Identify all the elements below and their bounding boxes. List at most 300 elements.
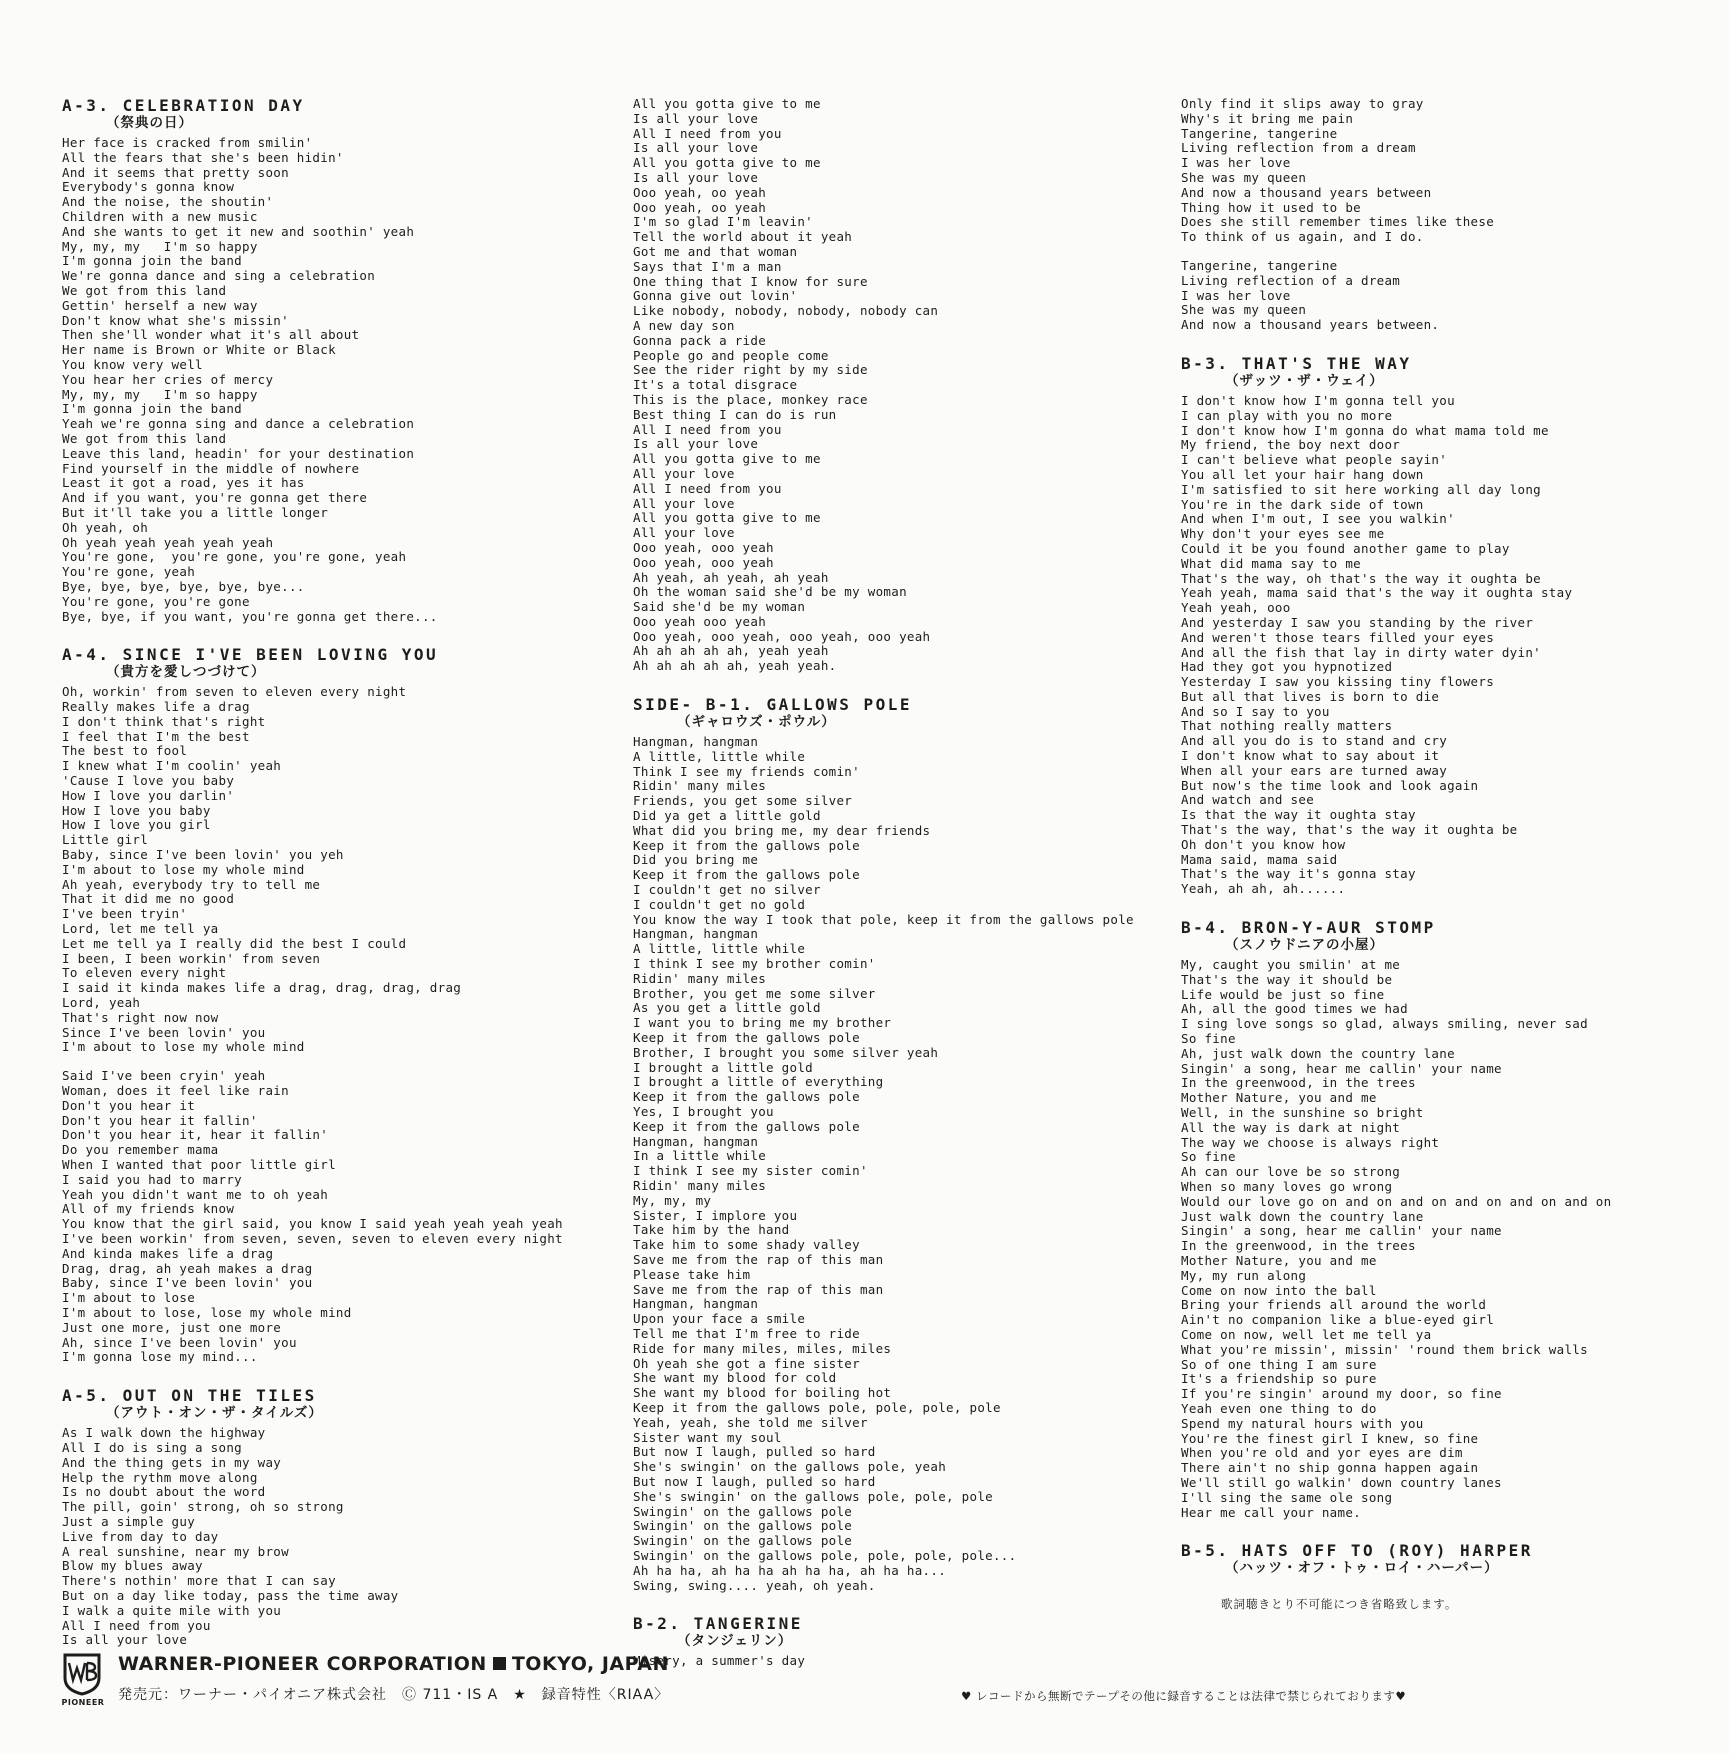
lyric-line: Don't you hear it fallin' <box>62 1112 258 1128</box>
lyric-line: Oh don't you know how <box>1181 836 1346 852</box>
song-title: SIDE- B-1. GALLOWS POLE <box>633 695 913 715</box>
lyric-line: Best thing I can do is run <box>633 406 837 422</box>
lyric-line: All I need from you <box>633 125 782 141</box>
lyric-line: There's nothin' more that I can say <box>62 1573 336 1589</box>
lyric-line: Yeah even one thing to do <box>1181 1400 1377 1416</box>
lyric-line: Keep it from the gallows pole <box>633 1030 860 1046</box>
lyric-line: You know very well <box>62 356 203 372</box>
lyric-line: Think I see my friends comin' <box>633 763 860 779</box>
lyric-stanza <box>633 735 1134 1593</box>
lyric-line: Oh yeah she got a fine sister <box>633 1355 860 1371</box>
lyric-line: To eleven every night <box>62 965 227 981</box>
lyric-line: My friend, the boy next door <box>1181 437 1401 453</box>
lyric-line: I'm gonna join the band <box>62 253 242 269</box>
lyric-line: You're gone, you're gone <box>62 593 250 609</box>
song-block <box>62 97 563 624</box>
lyric-line: Only find it slips away to gray <box>1181 96 1424 111</box>
footer <box>54 1652 1694 1712</box>
lyric-line: Baby, since I've been lovin' you <box>62 1275 313 1291</box>
lyric-line: I'm about to lose my whole mind <box>62 1039 305 1055</box>
lyric-line: Ooo yeah, ooo yeah, ooo yeah, ooo yeah <box>633 628 931 644</box>
lyric-line: All I need from you <box>62 1617 211 1633</box>
lyric-line: This is the place, monkey race <box>633 391 868 407</box>
lyric-line: Well, in the sunshine so bright <box>1181 1105 1424 1121</box>
song-block <box>633 97 1134 674</box>
corporation-location: TOKYO, JAPAN <box>511 1653 669 1675</box>
lyric-line: Woman, does it feel like rain <box>62 1083 289 1099</box>
lyric-line: Swingin' on the gallows pole <box>633 1518 853 1534</box>
lyric-line: She was my queen <box>1181 302 1307 318</box>
lyric-line: When I wanted that poor little girl <box>62 1157 336 1172</box>
lyric-line: I was her love <box>1181 287 1291 303</box>
lyric-line: You're the finest girl I knew, so fine <box>1181 1430 1479 1446</box>
lyric-line: Ridin' many miles <box>633 970 767 986</box>
lyric-line: When you're old and yor eyes are dim <box>1181 1445 1463 1461</box>
song-title: B-3. THAT'S THE WAY <box>1181 353 1412 373</box>
lyric-line: Friends, you get some silver <box>633 793 853 809</box>
lyric-line: The way we choose is always right <box>1181 1134 1440 1150</box>
lyric-line: Ah ah ah ah ah, yeah yeah. <box>633 658 837 674</box>
lyric-line: Did ya get a little gold <box>633 808 821 824</box>
lyric-line: Her name is Brown or White or Black <box>62 342 336 358</box>
lyric-line: Brother, you get me some silver <box>633 985 876 1001</box>
lyric-line: Since I've been lovin' you <box>62 1024 266 1040</box>
lyric-line: Keep it from the gallows pole <box>633 1118 860 1134</box>
song-japanese-title: （アウト・オン・ザ・タイルズ） <box>106 1405 323 1422</box>
lyric-line: Everybody's gonna know <box>62 179 235 195</box>
lyric-line: Gonna give out lovin' <box>633 288 798 304</box>
lyric-line: As I walk down the highway <box>62 1425 266 1441</box>
lyric-line: There ain't no ship gonna happen again <box>1181 1460 1479 1476</box>
lyric-line: Ah, since I've been lovin' you <box>62 1334 297 1350</box>
song-title: A-3. CELEBRATION DAY <box>62 96 305 115</box>
lyric-line: I don't think that's right <box>62 713 266 729</box>
lyric-line: And the thing gets in my way <box>62 1454 282 1470</box>
lyric-line: You know the way I took that pole, keep it from the gallows pole <box>633 911 1134 927</box>
song-block <box>62 646 563 1365</box>
lyric-line: Yeah you didn't want me to oh yeah <box>62 1186 329 1202</box>
lyric-line: One thing that I know for sure <box>633 273 868 289</box>
lyric-line: Hear me call your name. <box>1181 1504 1361 1520</box>
lyric-line: Oh, workin' from seven to eleven every night <box>62 684 407 700</box>
lyric-line: Is all your love <box>633 436 759 452</box>
lyric-line: We'll still go walkin' down country lanes <box>1181 1474 1502 1490</box>
lyric-line: Don't you hear it, hear it fallin' <box>62 1127 329 1143</box>
lyric-line: Is that the way it oughta stay <box>1181 807 1416 823</box>
lyric-line: Save me from the rap of this man <box>633 1281 884 1297</box>
lyric-line: And now a thousand years between <box>1181 184 1432 200</box>
lyric-line: Yesterday I saw you kissing tiny flowers <box>1181 674 1495 690</box>
lyric-line: Just a simple guy <box>62 1513 196 1529</box>
lyric-line: Got me and that woman <box>633 243 798 259</box>
lyric-line: Ridin' many miles <box>633 1177 767 1193</box>
lyric-line: You're in the dark side of town <box>1181 496 1424 512</box>
lyric-line: Upon your face a smile <box>633 1311 806 1327</box>
lyric-line: Keep it from the gallows pole, pole, pole, pole <box>633 1399 1001 1415</box>
lyric-line: I think I see my brother comin' <box>633 956 876 972</box>
lyric-line: Ooo yeah, ooo yeah <box>633 539 774 555</box>
lyric-line: Said I've been cryin' yeah <box>62 1068 266 1084</box>
lyric-line: Ah yeah, everybody try to tell me <box>62 876 321 892</box>
lyric-line: Yeah, yeah, she told me silver <box>633 1414 868 1430</box>
lyric-line: How I love you girl <box>62 817 211 833</box>
lyric-line: Like nobody, nobody, nobody, nobody can <box>633 303 939 319</box>
lyric-line: Come on now, well let me tell ya <box>1181 1326 1432 1342</box>
lyric-line: And all the fish that lay in dirty water dyin' <box>1181 644 1541 660</box>
lyric-line: Mother Nature, you and me <box>1181 1252 1377 1268</box>
song-title: B-4. BRON-Y-AUR STOMP <box>1181 918 1436 938</box>
lyric-line: Blow my blues away <box>62 1558 203 1574</box>
lyric-line: Yeah, ah ah, ah...... <box>1181 881 1346 897</box>
lyric-line: I sing love songs so glad, always smiling, never sad <box>1181 1016 1588 1032</box>
lyric-line: Bye, bye, if you want, you're gonna get there... <box>62 608 438 624</box>
distributor-line: 発売元：ワーナー・パイオニア株式会社 Ⓒ 711・IS A ★ 録音特性〈RIAA〉 <box>118 1687 670 1703</box>
lyric-line: Lord, yeah <box>62 995 141 1011</box>
lyric-line: Oh the woman said she'd be my woman <box>633 584 907 600</box>
lyric-line: I'm about to lose <box>62 1290 196 1306</box>
lyric-line: Misery, a summer's day <box>633 1653 806 1669</box>
lyric-line: Little girl <box>62 832 149 848</box>
lyric-line: Said she'd be my woman <box>633 599 806 615</box>
lyric-line: And now a thousand years between. <box>1181 317 1440 333</box>
lyric-line: I'm about to lose my whole mind <box>62 861 305 877</box>
lyric-line: Swing, swing.... yeah, oh yeah. <box>633 1577 876 1593</box>
lyric-line: I brought a little of everything <box>633 1074 884 1090</box>
lyric-line: Ooo yeah, oo yeah <box>633 184 767 200</box>
lyric-line: Sister, I implore you <box>633 1207 798 1223</box>
lyric-line: Says that I'm a man <box>633 258 782 274</box>
lyric-line: Is all your love <box>633 110 759 126</box>
lyric-line: It's a friendship so pure <box>1181 1371 1377 1387</box>
lyric-line: And all you do is to stand and cry <box>1181 733 1448 749</box>
copyright-notice: ♥ レコードから無断でテープその他に録音することは法律で禁じられております♥ <box>961 1689 1407 1703</box>
lyric-line: Ah, all the good times we had <box>1181 1001 1408 1017</box>
lyric-line: I'm gonna lose my mind... <box>62 1349 258 1365</box>
lyric-line: Tangerine, tangerine <box>1181 257 1338 273</box>
song-header <box>62 646 563 681</box>
lyric-line: I can play with you no more <box>1181 407 1393 423</box>
song-header <box>62 97 563 132</box>
lyric-line: Keep it from the gallows pole <box>633 1089 860 1105</box>
lyric-line: Gonna pack a ride <box>633 332 767 348</box>
song-block <box>1181 97 1611 333</box>
lyric-line: She want my blood for boiling hot <box>633 1385 892 1401</box>
lyric-line: I'm satisfied to sit here working all day long <box>1181 481 1541 497</box>
lyric-line: I've been workin' from seven, seven, seven to eleven every night <box>62 1230 563 1246</box>
lyric-line: What you're missin', missin' 'round them brick walls <box>1181 1341 1588 1357</box>
lyric-line: Is all your love <box>633 169 759 185</box>
lyric-line: A real sunshine, near my brow <box>62 1543 289 1559</box>
lyric-line: Ooo yeah, ooo yeah <box>633 554 774 570</box>
lyric-line: Yeah yeah, ooo <box>1181 600 1291 616</box>
lyric-line: My, my run along <box>1181 1267 1307 1283</box>
lyric-line: Had they got you hypnotized <box>1181 659 1393 675</box>
lyric-line: I can't believe what people sayin' <box>1181 452 1448 468</box>
song-japanese-title: （ハッツ・オフ・トゥ・ロイ・ハーパー） <box>1225 1560 1499 1577</box>
lyric-line: Mama said, mama said <box>1181 851 1338 867</box>
lyric-line: A little, little while <box>633 941 806 957</box>
lyrics-omitted-note: 歌詞聴きとり不可能につき省略致します。 <box>1221 1597 1458 1612</box>
lyric-line: Gettin' herself a new way <box>62 297 258 313</box>
lyric-line: Would our love go on and on and on and on and on and on <box>1181 1193 1612 1209</box>
lyric-line: That nothing really matters <box>1181 718 1393 734</box>
song-japanese-title: （タンジェリン） <box>677 1633 793 1650</box>
lyric-line: But it'll take you a little longer <box>62 504 329 520</box>
lyric-line: Please take him <box>633 1266 751 1282</box>
wb-shield-icon <box>62 1652 102 1696</box>
lyric-line: Swingin' on the gallows pole <box>633 1503 853 1519</box>
lyric-line: Tell me that I'm free to ride <box>633 1325 860 1341</box>
lyric-line: Ain't no companion like a blue-eyed girl <box>1181 1312 1495 1328</box>
lyric-line: Drag, drag, ah yeah makes a drag <box>62 1260 313 1276</box>
lyric-line: Baby, since I've been lovin' you yeh <box>62 847 344 863</box>
lyric-line: Could it be you found another game to play <box>1181 540 1510 556</box>
lyric-line: Swingin' on the gallows pole, pole, pole, pole... <box>633 1547 1017 1563</box>
lyric-line: You hear her cries of mercy <box>62 371 274 387</box>
lyric-line: I couldn't get no gold <box>633 896 806 912</box>
song-header <box>62 1387 563 1422</box>
lyric-line: My, my, my I'm so happy <box>62 238 258 254</box>
lyric-line: Bring your friends all around the world <box>1181 1297 1487 1313</box>
lyric-line: You're gone, yeah <box>62 564 196 580</box>
lyric-line: Living reflection from a dream <box>1181 140 1416 156</box>
lyric-line: Her face is cracked from smilin' <box>62 135 313 150</box>
lyric-line: Ah, just walk down the country lane <box>1181 1045 1455 1061</box>
lyric-line: Oh yeah, oh <box>62 519 149 535</box>
lyric-line: Ah can our love be so strong <box>1181 1164 1401 1180</box>
lyric-line: Is no doubt about the word <box>62 1484 266 1500</box>
lyric-line: We got from this land <box>62 282 227 298</box>
lyric-line: Yeah we're gonna sing and dance a celebration <box>62 416 415 432</box>
lyric-line: You all let your hair hang down <box>1181 466 1424 482</box>
lyric-line: Why's it bring me pain <box>1181 110 1354 126</box>
lyric-line: I don't know how I'm gonna tell you <box>1181 392 1455 408</box>
lyric-line: But now I laugh, pulled so hard <box>633 1444 876 1460</box>
lyric-line: Hangman, hangman <box>633 1133 759 1149</box>
song-block <box>62 1387 563 1648</box>
lyric-stanza <box>1181 97 1611 245</box>
lyric-line: Leave this land, headin' for your destination <box>62 445 415 461</box>
lyric-line: How I love you baby <box>62 802 211 818</box>
lyric-line: I been, I been workin' from seven <box>62 950 321 966</box>
lyric-line: Lord, let me tell ya <box>62 921 219 937</box>
lyric-line: To think of us again, and I do. <box>1181 229 1424 245</box>
song-japanese-title: （ギャロウズ・ポウル） <box>677 714 836 731</box>
lyric-line: Then she'll wonder what it's all about <box>62 327 360 343</box>
lyric-line: All the fears that she's been hidin' <box>62 149 344 165</box>
lyric-line: I knew what I'm coolin' yeah <box>62 758 282 774</box>
lyric-line: People go and people come <box>633 347 829 363</box>
lyric-line: But all that lives is born to die <box>1181 688 1440 704</box>
song-header <box>1181 355 1611 390</box>
lyric-line: I walk a quite mile with you <box>62 1602 282 1618</box>
lyric-line: I don't know what to say about it <box>1181 748 1440 764</box>
lyric-line: And the noise, the shoutin' <box>62 194 274 210</box>
lyric-line: I think I see my sister comin' <box>633 1163 868 1179</box>
lyric-line: See the rider right by my side <box>633 362 868 378</box>
lyric-line: That's the way, that's the way it oughta be <box>1181 822 1518 838</box>
song-block <box>633 696 1134 1593</box>
lyric-line: She was my queen <box>1181 169 1307 185</box>
lyric-line: You know that the girl said, you know I said yeah yeah yeah yeah <box>62 1216 563 1232</box>
lyric-line: Hangman, hangman <box>633 1296 759 1312</box>
lyric-line: Hangman, hangman <box>633 734 759 750</box>
lyric-line: She's swingin' on the gallows pole, yeah <box>633 1459 947 1475</box>
lyric-line: Thing how it used to be <box>1181 199 1361 215</box>
lyric-line: All of my friends know <box>62 1201 235 1217</box>
lyric-line: I'm about to lose, lose my whole mind <box>62 1304 352 1320</box>
lyric-line: If you're singin' around my door, so fine <box>1181 1386 1502 1402</box>
lyric-line: Ooo yeah ooo yeah <box>633 613 767 629</box>
wb-logo <box>54 1652 112 1712</box>
lyrics-column-right <box>1181 97 1611 1634</box>
lyric-line: Just one more, just one more <box>62 1319 282 1335</box>
lyric-line: Take him by the hand <box>633 1222 790 1238</box>
lyric-line: Ah ah ah ah ah, yeah yeah <box>633 643 829 659</box>
lyric-line: All your love <box>633 525 735 541</box>
song-title: A-5. OUT ON THE TILES <box>62 1386 317 1406</box>
song-japanese-title: （貴方を愛しつづけて） <box>106 664 266 681</box>
lyric-line: I said you had to marry <box>62 1171 242 1187</box>
song-block <box>1181 355 1611 897</box>
corporation-line <box>118 1653 669 1675</box>
lyric-line: Singin' a song, hear me callin' your name <box>1181 1060 1502 1076</box>
lyric-line: My, my, my <box>633 1192 712 1208</box>
lyric-line: Just walk down the country lane <box>1181 1208 1424 1224</box>
lyric-line: We're gonna dance and sing a celebration <box>62 268 376 284</box>
lyric-line: Keep it from the gallows pole <box>633 837 860 853</box>
lyric-line: Living reflection of a dream <box>1181 272 1401 288</box>
lyric-line: I couldn't get no silver <box>633 882 821 898</box>
lyric-line: And weren't those tears filled your eyes <box>1181 629 1495 645</box>
lyric-line: That's the way, oh that's the way it oughta be <box>1181 570 1541 586</box>
lyric-line: All your love <box>633 465 735 481</box>
lyric-line: Tell the world about it yeah <box>633 229 853 245</box>
lyric-line: You're gone, you're gone, you're gone, yeah <box>62 549 407 565</box>
lyric-line: We got from this land <box>62 430 227 446</box>
lyric-line: I'm so glad I'm leavin' <box>633 214 813 230</box>
lyric-stanza <box>1181 958 1611 1520</box>
lyric-line: What did you bring me, my dear friends <box>633 822 931 838</box>
lyric-line: Ride for many miles, miles, miles <box>633 1340 892 1356</box>
lyric-line: Yeah yeah, mama said that's the way it oughta stay <box>1181 585 1573 601</box>
lyric-line: And she wants to get it new and soothin' yeah <box>62 223 415 239</box>
lyric-line: In the greenwood, in the trees <box>1181 1238 1416 1254</box>
lyric-line: I feel that I'm the best <box>62 728 250 744</box>
lyric-line: I've been tryin' <box>62 906 188 922</box>
lyric-line: And kinda makes life a drag <box>62 1245 274 1261</box>
lyric-line: It's a total disgrace <box>633 377 798 393</box>
lyric-line: But now I laugh, pulled so hard <box>633 1473 876 1489</box>
lyric-line: Help the rythm move along <box>62 1469 258 1485</box>
lyric-line: Why don't your eyes see me <box>1181 526 1385 542</box>
lyric-line: But on a day like today, pass the time away <box>62 1587 399 1603</box>
lyric-line: And watch and see <box>1181 792 1315 808</box>
lyric-line: Do you remember mama <box>62 1142 219 1158</box>
lyric-line: When so many loves go wrong <box>1181 1179 1393 1194</box>
lyric-line: I don't know how I'm gonna do what mama told me <box>1181 422 1549 438</box>
lyric-line: Sister want my soul <box>633 1429 782 1445</box>
lyric-line: That's right now now <box>62 1009 219 1025</box>
song-japanese-title: （スノウドニアの小屋） <box>1225 937 1384 954</box>
lyric-line: Ooo yeah, oo yeah <box>633 199 767 215</box>
lyric-line: But now's the time look and look again <box>1181 777 1479 793</box>
lyric-line: I said it kinda makes life a drag, drag, drag, drag <box>62 980 462 996</box>
lyric-line: My, caught you smilin' at me <box>1181 957 1401 973</box>
song-block <box>1181 919 1611 1520</box>
lyric-stanza <box>633 97 1134 674</box>
separator-square <box>493 1657 506 1670</box>
song-japanese-title: （ザッツ・ザ・ウェイ） <box>1225 372 1384 389</box>
corporation-name: WARNER-PIONEER CORPORATION <box>118 1653 487 1675</box>
song-header <box>1181 1542 1611 1577</box>
lyric-line: Let me tell ya I really did the best I could <box>62 935 407 951</box>
lyric-line: Find yourself in the middle of nowhere <box>62 460 360 476</box>
lyric-line: And so I say to you <box>1181 703 1330 719</box>
lyric-line: The pill, goin' strong, oh so strong <box>62 1499 344 1515</box>
lyric-stanza <box>62 1069 563 1365</box>
lyric-line: And it seems that pretty soon <box>62 164 289 180</box>
lyric-line: Did you bring me <box>633 852 759 868</box>
lyric-line: All the way is dark at night <box>1181 1119 1401 1135</box>
lyric-line: 'Cause I love you baby <box>62 773 235 789</box>
lyric-line: Come on now into the ball <box>1181 1282 1377 1298</box>
lyric-line: All you gotta give to me <box>633 155 821 171</box>
song-title: B-5. HATS OFF TO (ROY) HARPER <box>1181 1541 1533 1561</box>
lyric-line: Life would be just so fine <box>1181 986 1385 1002</box>
lyric-line: All you gotta give to me <box>633 510 821 526</box>
lyric-line: Swingin' on the gallows pole <box>633 1533 853 1549</box>
lyric-line: All you gotta give to me <box>633 96 821 111</box>
lyric-line: A new day son <box>633 317 735 333</box>
song-header <box>633 1615 1134 1650</box>
lyrics-column-left <box>62 97 563 1670</box>
lyric-line: Spend my natural hours with you <box>1181 1415 1424 1431</box>
lyric-line: Does she still remember times like these <box>1181 214 1495 230</box>
lyric-line: That it did me no good <box>62 891 235 907</box>
lyric-line: Bye, bye, bye, bye, bye, bye... <box>62 578 305 594</box>
lyric-stanza <box>1181 394 1611 897</box>
lyric-line: All I need from you <box>633 421 782 437</box>
song-header <box>1181 919 1611 954</box>
lyric-line: My, my, my I'm so happy <box>62 386 258 402</box>
lyric-stanza <box>62 1426 563 1648</box>
lyric-line: Least it got a road, yes it has <box>62 475 305 491</box>
lyric-line: All your love <box>633 495 735 511</box>
lyric-line: She want my blood for cold <box>633 1370 837 1386</box>
lyric-line: So of one thing I am sure <box>1181 1356 1377 1372</box>
lyric-line: Yes, I brought you <box>633 1104 774 1119</box>
song-title: B-2. TANGERINE <box>633 1614 803 1634</box>
song-japanese-title: （祭典の日） <box>106 115 193 131</box>
lyric-line: Save me from the rap of this man <box>633 1251 884 1267</box>
lyric-line: Take him to some shady valley <box>633 1237 860 1253</box>
song-block <box>1181 1542 1611 1612</box>
lyric-line: Is all your love <box>62 1632 188 1648</box>
lyric-line: Singin' a song, hear me callin' your name <box>1181 1223 1502 1239</box>
lyric-line: In a little while <box>633 1148 767 1164</box>
lyric-line: That's the way it's gonna stay <box>1181 866 1416 882</box>
lyric-line: I want you to bring me my brother <box>633 1015 892 1031</box>
lyric-line: Hangman, hangman <box>633 926 759 942</box>
lyric-line: Children with a new music <box>62 208 258 224</box>
lyric-line: I brought a little gold <box>633 1059 813 1075</box>
lyric-line: So fine <box>1181 1149 1236 1165</box>
lyrics-column-middle <box>633 97 1134 1691</box>
lyric-line: When all your ears are turned away <box>1181 762 1448 778</box>
lyric-line: Ah ha ha, ah ha ha ah ha ha, ah ha ha... <box>633 1562 947 1578</box>
song-header <box>633 696 1134 731</box>
